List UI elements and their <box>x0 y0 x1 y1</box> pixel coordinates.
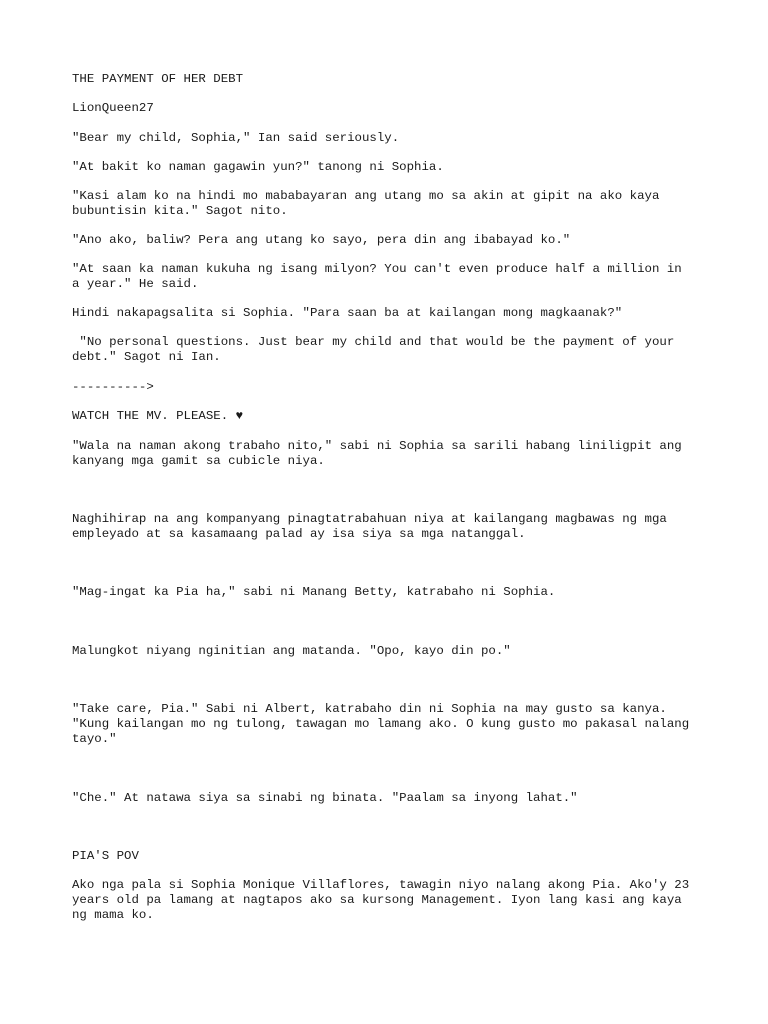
paragraph-line: "Ano ako, baliw? Pera ang utang ko sayo, pera din ang ibabayad ko." <box>72 233 571 247</box>
paragraph-line: "Kung kailangan mo ng tulong, tawagan mo lamang ako. O kung gusto mo pakasal nalang <box>72 717 690 731</box>
paragraph-line: debt." Sagot ni Ian. <box>72 350 221 364</box>
section-divider: ----------> <box>72 380 154 394</box>
paragraph-line: Ako nga pala si Sophia Monique Villaflores, tawagin niyo nalang akong Pia. Ako'y 23 <box>72 878 690 892</box>
paragraph-line: WATCH THE MV. PLEASE. ♥ <box>72 409 244 423</box>
paragraph-line: a year." He said. <box>72 277 199 291</box>
document-author: LionQueen27 <box>72 101 154 115</box>
paragraph-line: "Wala na naman akong trabaho nito," sabi ni Sophia sa sarili habang liniligpit ang <box>72 439 682 453</box>
paragraph-line: empleyado at sa kasamaang palad ay isa siya sa mga natanggal. <box>72 527 526 541</box>
paragraph-line: Naghihirap na ang kompanyang pinagtatrabahuan niya at kailangang magbawas ng mga <box>72 512 667 526</box>
document-title: THE PAYMENT OF HER DEBT <box>72 72 244 86</box>
paragraph-line: Hindi nakapagsalita si Sophia. "Para saan ba at kailangan mong magkaanak?" <box>72 306 623 320</box>
paragraph-line: "Mag-ingat ka Pia ha," sabi ni Manang Betty, katrabaho ni Sophia. <box>72 585 556 599</box>
paragraph-line: "Kasi alam ko na hindi mo mababayaran ang utang mo sa akin at gipit na ako kaya <box>72 189 660 203</box>
paragraph-line: "Che." At natawa siya sa sinabi ng binata. "Paalam sa inyong lahat." <box>72 791 578 805</box>
paragraph-line: ng mama ko. <box>72 908 154 922</box>
paragraph-line: "At saan ka naman kukuha ng isang milyon? You can't even produce half a million in <box>72 262 682 276</box>
paragraph-line: "No personal questions. Just bear my child and that would be the payment of your <box>72 335 675 349</box>
section-heading: PIA'S POV <box>72 849 139 863</box>
paragraph-line: "Take care, Pia." Sabi ni Albert, katrabaho din ni Sophia na may gusto sa kanya. <box>72 702 667 716</box>
paragraph-line: "At bakit ko naman gagawin yun?" tanong ni Sophia. <box>72 160 444 174</box>
paragraph-line: Malungkot niyang nginitian ang matanda. "Opo, kayo din po." <box>72 644 511 658</box>
paragraph-line: "Bear my child, Sophia," Ian said seriously. <box>72 131 400 145</box>
paragraph-line: bubuntisin kita." Sagot nito. <box>72 204 288 218</box>
paragraph-line: kanyang mga gamit sa cubicle niya. <box>72 454 325 468</box>
paragraph-line: years old pa lamang at nagtapos ako sa kursong Management. Iyon lang kasi ang kaya <box>72 893 682 907</box>
paragraph-line: tayo." <box>72 732 117 746</box>
